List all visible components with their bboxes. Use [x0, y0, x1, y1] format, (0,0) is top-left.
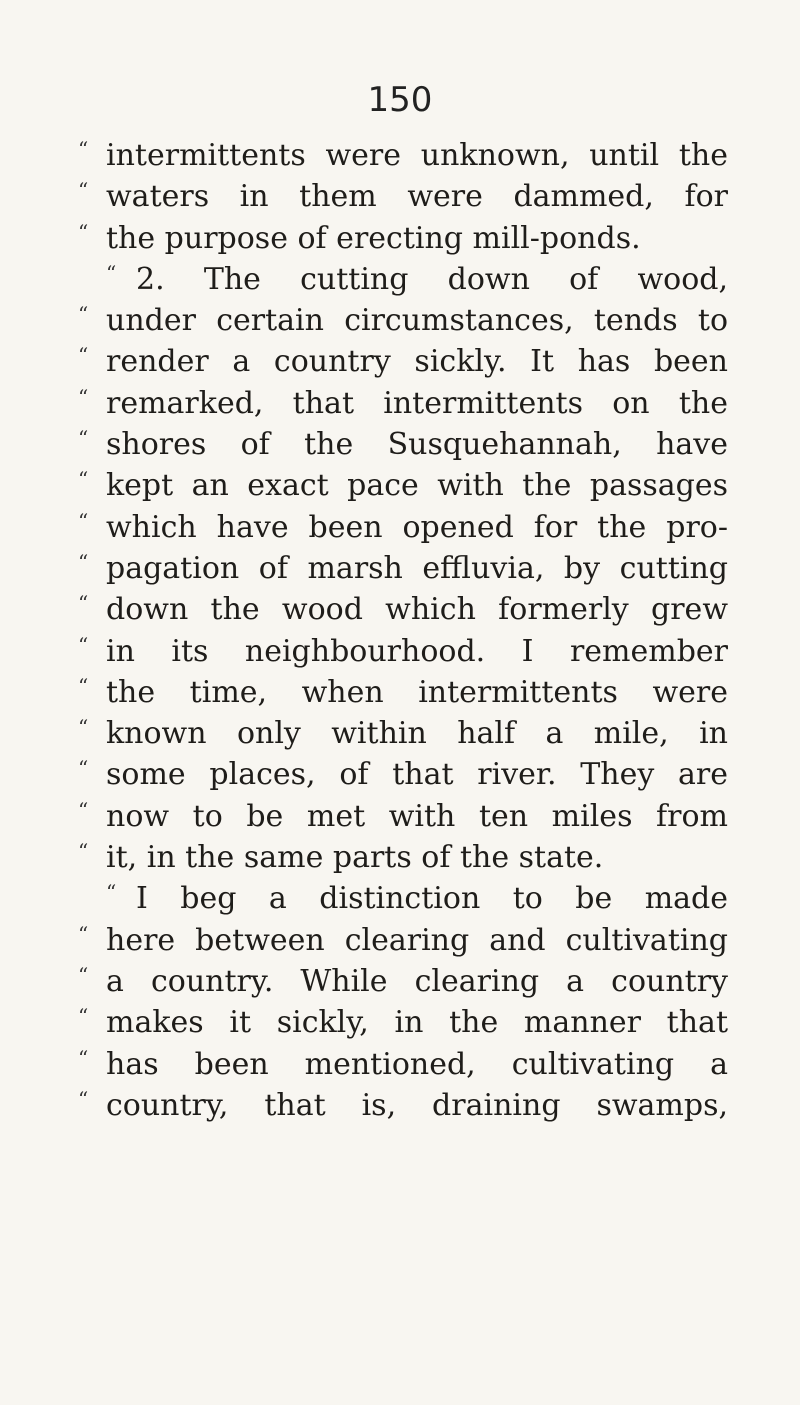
- text-line: [78, 672, 728, 713]
- quotation-mark: “: [78, 426, 89, 451]
- quotation-mark: “: [78, 178, 89, 203]
- quotation-mark: “: [78, 1004, 89, 1029]
- line-text: 2. The cutting down of wood,: [136, 261, 728, 297]
- quotation-mark: “: [78, 839, 89, 864]
- quotation-mark: “: [78, 673, 89, 698]
- quotation-mark: “: [78, 467, 89, 492]
- quotation-mark: “: [78, 302, 89, 327]
- line-text: makes it sickly, in the manner that: [106, 1005, 728, 1041]
- line-text: kept an exact pace with the passages: [106, 468, 728, 504]
- quotation-mark: “: [78, 591, 89, 616]
- quotation-mark: “: [106, 880, 117, 905]
- line-text: remarked, that intermittents on the: [106, 385, 728, 421]
- quotation-mark: “: [106, 260, 117, 285]
- line-text: I beg a distinction to be made: [136, 881, 728, 917]
- quotation-mark: “: [78, 632, 89, 657]
- text-line: [78, 424, 728, 465]
- text-line: [78, 589, 728, 630]
- text-line: [78, 754, 728, 795]
- line-text: some places, of that river. They are: [106, 757, 728, 793]
- text-line: [78, 713, 728, 754]
- text-line: [78, 548, 728, 589]
- quotation-mark: “: [78, 962, 89, 987]
- quotation-mark: “: [78, 715, 89, 740]
- quotation-mark: “: [78, 343, 89, 368]
- text-line: [78, 1002, 728, 1043]
- text-line: [78, 507, 728, 548]
- quotation-mark: “: [78, 1086, 89, 1111]
- line-text: the purpose of erecting mill-ponds.: [106, 220, 641, 256]
- text-line: [78, 218, 728, 259]
- text-line: [78, 383, 728, 424]
- body-text: [78, 135, 728, 1126]
- text-line: [78, 135, 728, 176]
- quotation-mark: “: [78, 508, 89, 533]
- text-line: [78, 300, 728, 341]
- quotation-mark: “: [78, 549, 89, 574]
- text-line: [78, 631, 728, 672]
- quotation-mark: “: [78, 1045, 89, 1070]
- line-text: here between clearing and cultivating: [106, 922, 728, 958]
- text-line: [78, 1085, 728, 1126]
- line-text: under certain circumstances, tends to: [106, 303, 728, 339]
- line-text: country, that is, draining swamps,: [106, 1087, 728, 1123]
- line-text: has been mentioned, cultivating a: [106, 1046, 728, 1082]
- quotation-mark: “: [78, 756, 89, 781]
- text-line: [78, 1044, 728, 1085]
- text-line: [78, 920, 728, 961]
- line-text: intermittents were unknown, until the: [106, 138, 728, 173]
- line-text: render a country sickly. It has been: [106, 344, 728, 380]
- line-text: down the wood which formerly grew: [106, 592, 728, 628]
- quotation-mark: “: [78, 921, 89, 946]
- text-line: [78, 259, 728, 300]
- quotation-mark: “: [78, 797, 89, 822]
- line-text: in its neighbourhood. I remember: [106, 633, 728, 669]
- quotation-mark: “: [78, 137, 89, 161]
- line-text: waters in them were dammed, for: [106, 179, 728, 215]
- page-number: 150: [367, 80, 433, 120]
- line-text: the time, when intermittents were: [106, 674, 728, 710]
- text-line: [78, 961, 728, 1002]
- line-text: pagation of marsh effluvia, by cutting: [106, 550, 728, 586]
- text-line: [78, 837, 728, 878]
- quotation-mark: “: [78, 219, 89, 244]
- line-text: known only within half a mile, in: [106, 716, 728, 752]
- text-line: [78, 465, 728, 506]
- line-text: it, in the same parts of the state.: [106, 840, 604, 876]
- line-text: a country. While clearing a country: [106, 963, 728, 999]
- line-text: now to be met with ten miles from: [106, 798, 728, 834]
- quotation-mark: “: [78, 384, 89, 409]
- text-line: [78, 176, 728, 217]
- line-text: shores of the Susquehannah, have: [106, 427, 728, 463]
- text-line: [78, 878, 728, 919]
- text-line: [78, 341, 728, 382]
- text-line: [78, 796, 728, 837]
- line-text: which have been opened for the pro-: [106, 509, 728, 545]
